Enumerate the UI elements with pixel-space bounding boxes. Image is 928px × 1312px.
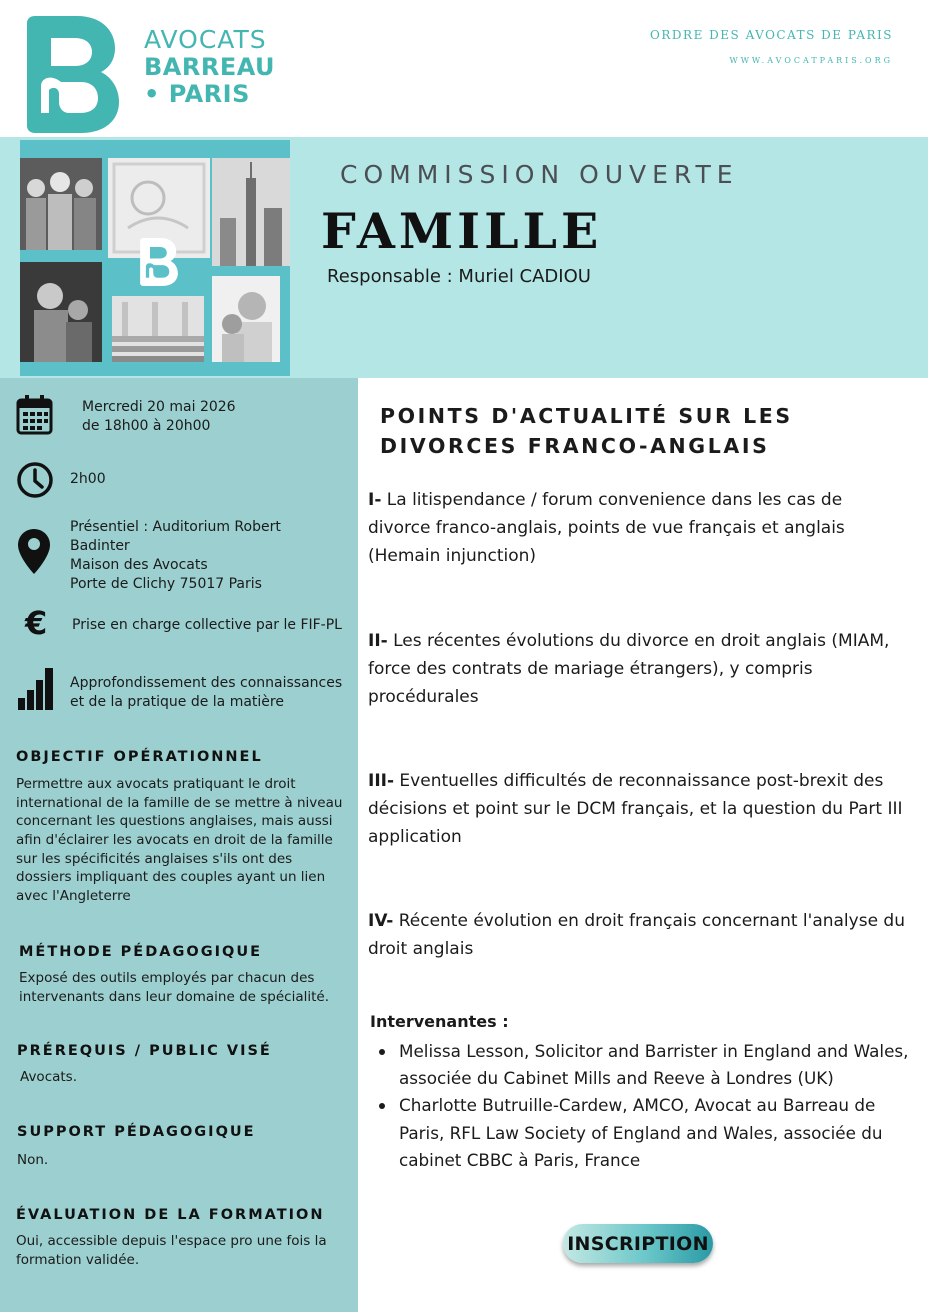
banner-subtitle: COMMISSION OUVERTE — [340, 160, 739, 189]
location-line-4: Porte de Clichy 75017 Paris — [70, 576, 262, 593]
elderly-photo-icon — [20, 262, 102, 362]
calendar-icon — [16, 395, 53, 435]
inscription-button[interactable]: INSCRIPTION — [563, 1224, 713, 1263]
location-pin-icon — [18, 529, 50, 574]
small-logo-icon — [140, 238, 178, 286]
list-item: Charlotte Butruille-Cardew, AMCO, Avocat au Barreau de Paris, RFL Law Society of England and Wales, associée du cabinet CBBC à Paris, France — [375, 1092, 915, 1174]
level-line-1: Approfondissement des connaissances — [70, 675, 343, 691]
point-number: I- — [368, 490, 382, 510]
staircase-photo-icon — [112, 296, 204, 362]
point-number: IV- — [368, 911, 394, 931]
mother-child-photo-icon — [212, 276, 280, 362]
point-2 — [368, 627, 908, 711]
photo-collage — [20, 140, 290, 376]
ordre-block — [650, 28, 893, 65]
point-text: Récente évolution en droit français concernant l'analyse du droit anglais — [368, 911, 905, 960]
intervenants-heading: Intervenantes : — [370, 1012, 509, 1031]
support-text: Non. — [17, 1152, 49, 1168]
point-3 — [368, 767, 908, 851]
list-item: Melissa Lesson, Solicitor and Barrister in England and Wales, associée du Cabinet Mills and Reeve à Londres (UK) — [375, 1038, 915, 1092]
objectif-heading: OBJECTIF OPÉRATIONNEL — [16, 749, 263, 765]
funding-text: Prise en charge collective par le FIF-PL — [72, 617, 342, 633]
support-heading: SUPPORT PÉDAGOGIQUE — [17, 1124, 256, 1140]
page-header — [0, 0, 928, 137]
date-info — [82, 398, 236, 436]
point-number: III- — [368, 771, 395, 791]
logo-line-avocats: AVOCATS — [144, 25, 267, 54]
logo-wordmark — [144, 26, 275, 108]
banner-title: FAMILLE — [321, 202, 603, 260]
methode-text: Exposé des outils employés par chacun des intervenants dans leur domaine de spécialité. — [19, 970, 329, 1005]
family-photo-icon — [20, 158, 102, 250]
point-4 — [368, 907, 908, 963]
point-text: Eventuelles difficultés de reconnaissance post-brexit des décisions et point sur le DCM français, et la question du Part III application — [368, 771, 903, 848]
methode-heading: MÉTHODE PÉDAGOGIQUE — [19, 944, 262, 960]
point-text: La litispendance / forum convenience dans les cas de divorce franco-anglais, points de vue français et anglais (Hemain injunction) — [368, 490, 845, 567]
point-number: II- — [368, 631, 388, 651]
barreau-logo-icon — [27, 16, 119, 133]
bar-chart-icon — [18, 668, 54, 710]
prerequis-heading: PRÉREQUIS / PUBLIC VISÉ — [17, 1043, 272, 1059]
logo-line-barreau: BARREAU — [144, 53, 276, 81]
date-line: Mercredi 20 mai 2026 — [82, 399, 236, 415]
prerequis-text: Avocats. — [20, 1069, 78, 1085]
website-link[interactable]: WWW.AVOCATPARIS.ORG — [729, 56, 893, 65]
time-line: de 18h00 à 20h00 — [82, 418, 211, 435]
ordre-name: ORDRE DES AVOCATS DE PARIS — [650, 28, 893, 42]
banner-responsable: Responsable : Muriel CADIOU — [327, 266, 591, 287]
location-line-1: Présentiel : Auditorium Robert — [70, 519, 281, 535]
level-line-2: et de la pratique de la matière — [70, 694, 284, 711]
location-line-2: Badinter — [70, 538, 130, 555]
skyline-photo-icon — [212, 158, 290, 266]
intervenants-list — [375, 1038, 915, 1174]
duration-text: 2h00 — [70, 471, 106, 487]
evaluation-text: Oui, accessible depuis l'espace pro une fois la formation validée. — [16, 1233, 327, 1268]
point-1 — [368, 486, 908, 570]
evaluation-heading: ÉVALUATION DE LA FORMATION — [16, 1207, 325, 1223]
logo-line-paris: • PARIS — [144, 79, 250, 108]
location-info — [70, 518, 281, 594]
clock-icon — [16, 461, 54, 499]
point-text: Les récentes évolutions du divorce en droit anglais (MIAM, force des contrats de mariage étrangers), y compris procédurales — [368, 631, 890, 708]
objectif-text: Permettre aux avocats pratiquant le droit international de la famille de se mettre à niveau concernant les questions anglaises, mais aussi afin d'éclairer les avocats en droit de la famille sur les spécificités anglaises s'ils ont des dossiers impliquant des couples ayant un lien avec l'Angleterre — [16, 776, 343, 904]
level-info — [70, 674, 342, 712]
location-line-3: Maison des Avocats — [70, 557, 208, 574]
main-title: POINTS D'ACTUALITÉ SUR LES DIVORCES FRANCO-ANGLAIS — [380, 404, 793, 458]
info-sidebar — [0, 378, 358, 1312]
euro-icon: € — [25, 604, 48, 642]
